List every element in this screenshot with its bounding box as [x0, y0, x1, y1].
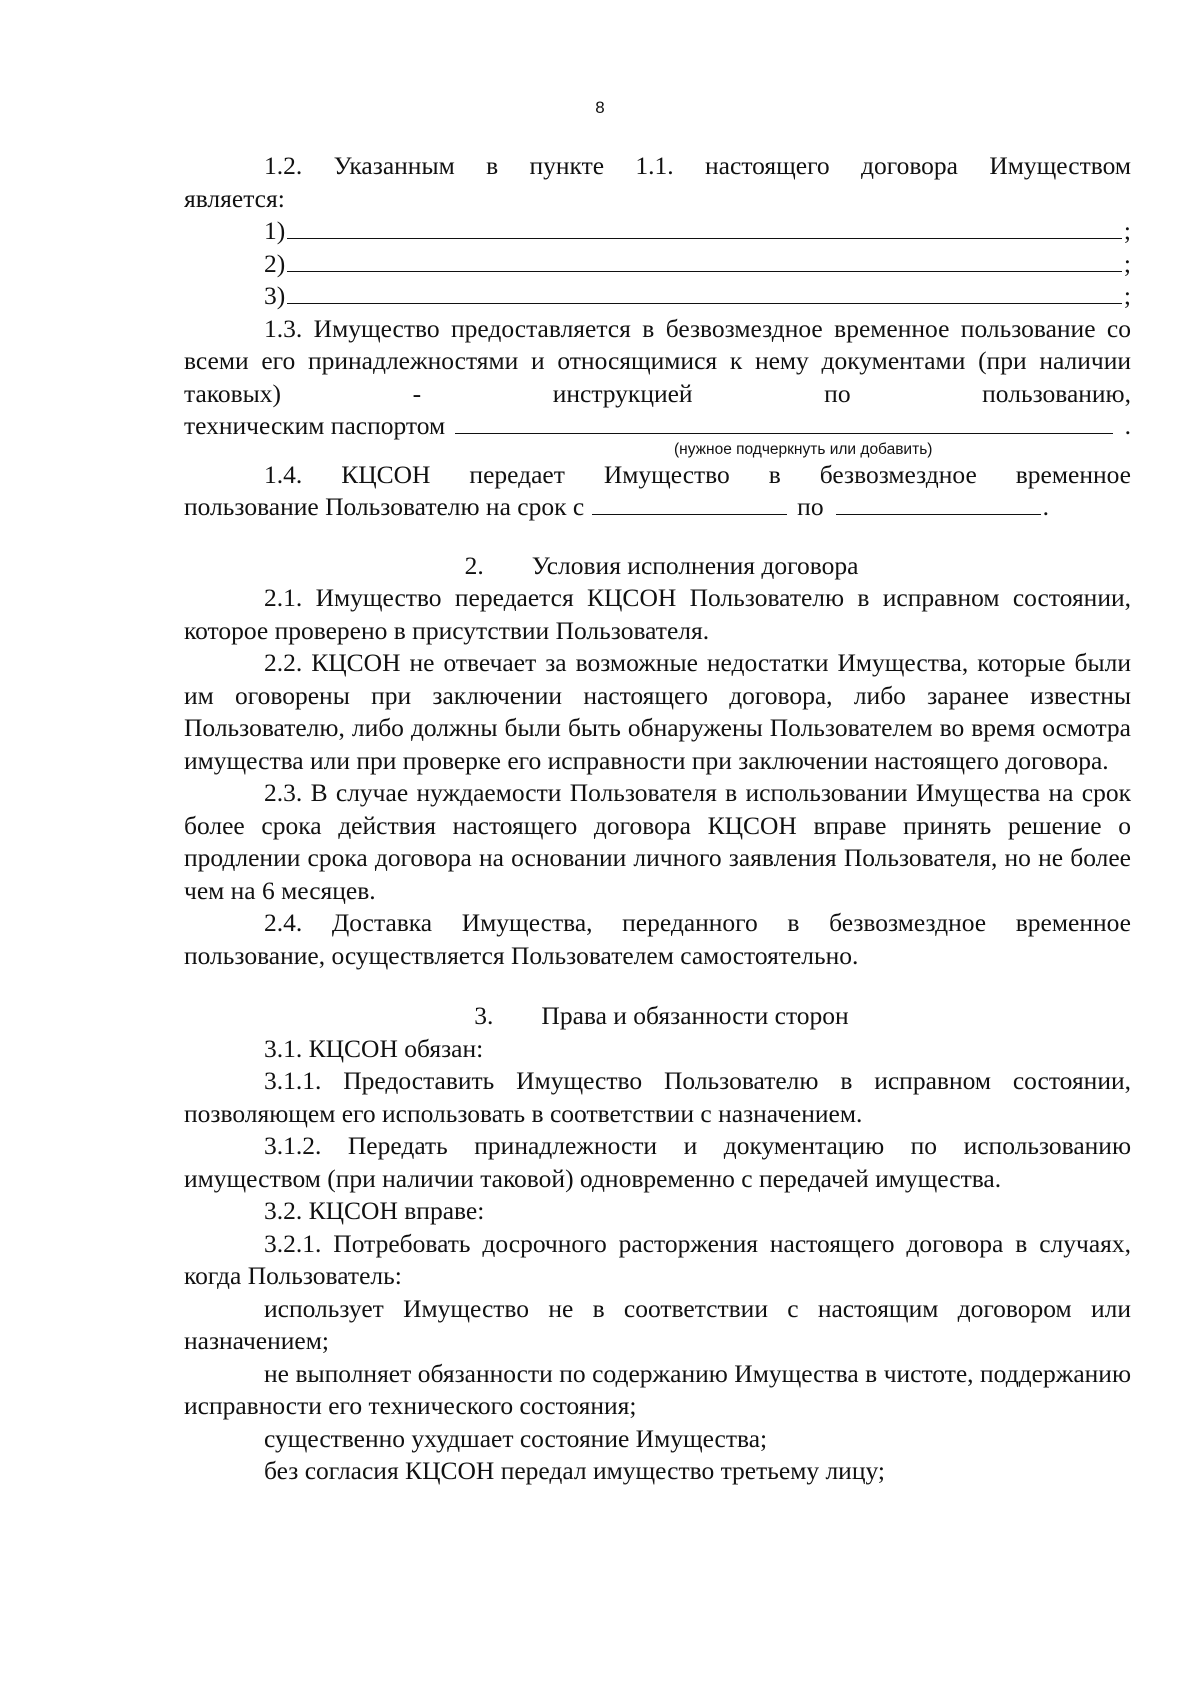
document-body: [184, 150, 1131, 1488]
clause-2-4: 2.4. Доставка Имущества, переданного в безвозмездное временное пользование, осуществляется Пользователем самостоятельно.: [184, 908, 1131, 970]
section-2-heading: [184, 550, 1131, 583]
list-item-end: ;: [1123, 248, 1131, 278]
property-list-item-1: [184, 215, 1131, 248]
termination-case-1: использует Имущество не в соответствии с настоящим договором или назначением;: [184, 1293, 1131, 1355]
clause-2-3: 2.3. В случае нуждаемости Пользователя в использовании Имущества на срок более срока действия настоящего договора КЦСОН вправе принять решение о продлении срока договора на основании личного заявления Пользователя, но не более чем на 6 месяцев.: [184, 778, 1131, 905]
clause-3-1-2: 3.1.2. Передать принадлежности и документацию по использованию имуществом (при наличии таковой) одновременно с передачей имущества.: [184, 1131, 1131, 1193]
termination-case-4: без согласия КЦСОН передал имущество третьему лицу;: [264, 1456, 885, 1485]
clause-1-2-line1: 1.2. Указанным в пункте 1.1. настоящего договора Имуществом: [264, 151, 1131, 180]
section-2-number: 2.: [464, 550, 484, 580]
fill-in-blank[interactable]: [287, 280, 1122, 304]
clause-1-3: 1.3. Имущество предоставляется в безвозмездное временное пользование со всеми его принадлежностями и относящимися к нему документами (при наличии таковых) - инструкцией по пользованию,: [184, 313, 1131, 408]
fill-in-blank[interactable]: [455, 410, 1113, 434]
section-3-heading: [184, 1000, 1131, 1033]
list-item-label: 1): [264, 216, 286, 245]
clause-2-2: 2.2. КЦСОН не отвечает за возможные недостатки Имущества, которые были им оговорены при заключении настоящего договора, либо заранее известны Пользователю, либо должны были быть обнаружены Пользователем во время осмотра имущества или при проверке его исправности при заключении настоящего договора.: [184, 648, 1131, 775]
clause-2-1: 2.1. Имущество передается КЦСОН Пользователю в исправном состоянии, которое проверено в присутствии Пользователя.: [184, 583, 1131, 645]
fill-in-blank[interactable]: [287, 248, 1122, 272]
clause-3-1-1: 3.1.1. Предоставить Имущество Пользователю в исправном состоянии, позволяющем его использовать в соответствии с назначением.: [184, 1066, 1131, 1128]
list-item-label: 3): [264, 281, 286, 310]
clause-1-3-tail-text: техническим паспортом: [184, 411, 446, 440]
clause-1-4-end: .: [1042, 492, 1049, 521]
list-item-end: ;: [1123, 281, 1131, 310]
clause-3-2: 3.2. КЦСОН вправе:: [264, 1196, 485, 1225]
clause-1-4-mid-text: по: [797, 492, 824, 521]
list-item-end: ;: [1123, 216, 1131, 245]
termination-case-3: существенно ухудшает состояние Имущества;: [264, 1423, 768, 1453]
section-3-title: Права и обязанности сторон: [541, 1001, 849, 1030]
clause-1-4-dates: [184, 491, 1131, 524]
section-3-number: 3.: [474, 1001, 494, 1030]
end-date-blank[interactable]: [836, 491, 1041, 515]
fill-hint: (нужное подчеркнуть или добавить): [674, 440, 933, 458]
list-item-label: 2): [264, 248, 286, 278]
clause-1-3-end: .: [1124, 411, 1131, 440]
clause-1-4: 1.4. КЦСОН передает Имущество в безвозмездное временное: [264, 459, 1131, 489]
property-list-item-3: [184, 280, 1131, 313]
property-list-item-2: [184, 248, 1131, 281]
termination-case-2: не выполняет обязанности по содержанию Имущества в чистоте, поддержанию исправности его технического состояния;: [184, 1358, 1131, 1420]
section-2-title: Условия исполнения договора: [531, 550, 859, 580]
clause-1-3-tail: [184, 410, 1131, 443]
clause-1-4-start-text: пользование Пользователю на срок с: [184, 492, 585, 521]
start-date-blank[interactable]: [592, 491, 787, 515]
page-number: 8: [595, 98, 605, 117]
fill-in-blank[interactable]: [287, 215, 1122, 239]
clause-1-2-line2: является:: [184, 183, 285, 213]
clause-3-2-1: 3.2.1. Потребовать досрочного расторжения настоящего договора в случаях, когда Пользователь:: [184, 1228, 1131, 1290]
clause-3-1: 3.1. КЦСОН обязан:: [264, 1033, 484, 1063]
